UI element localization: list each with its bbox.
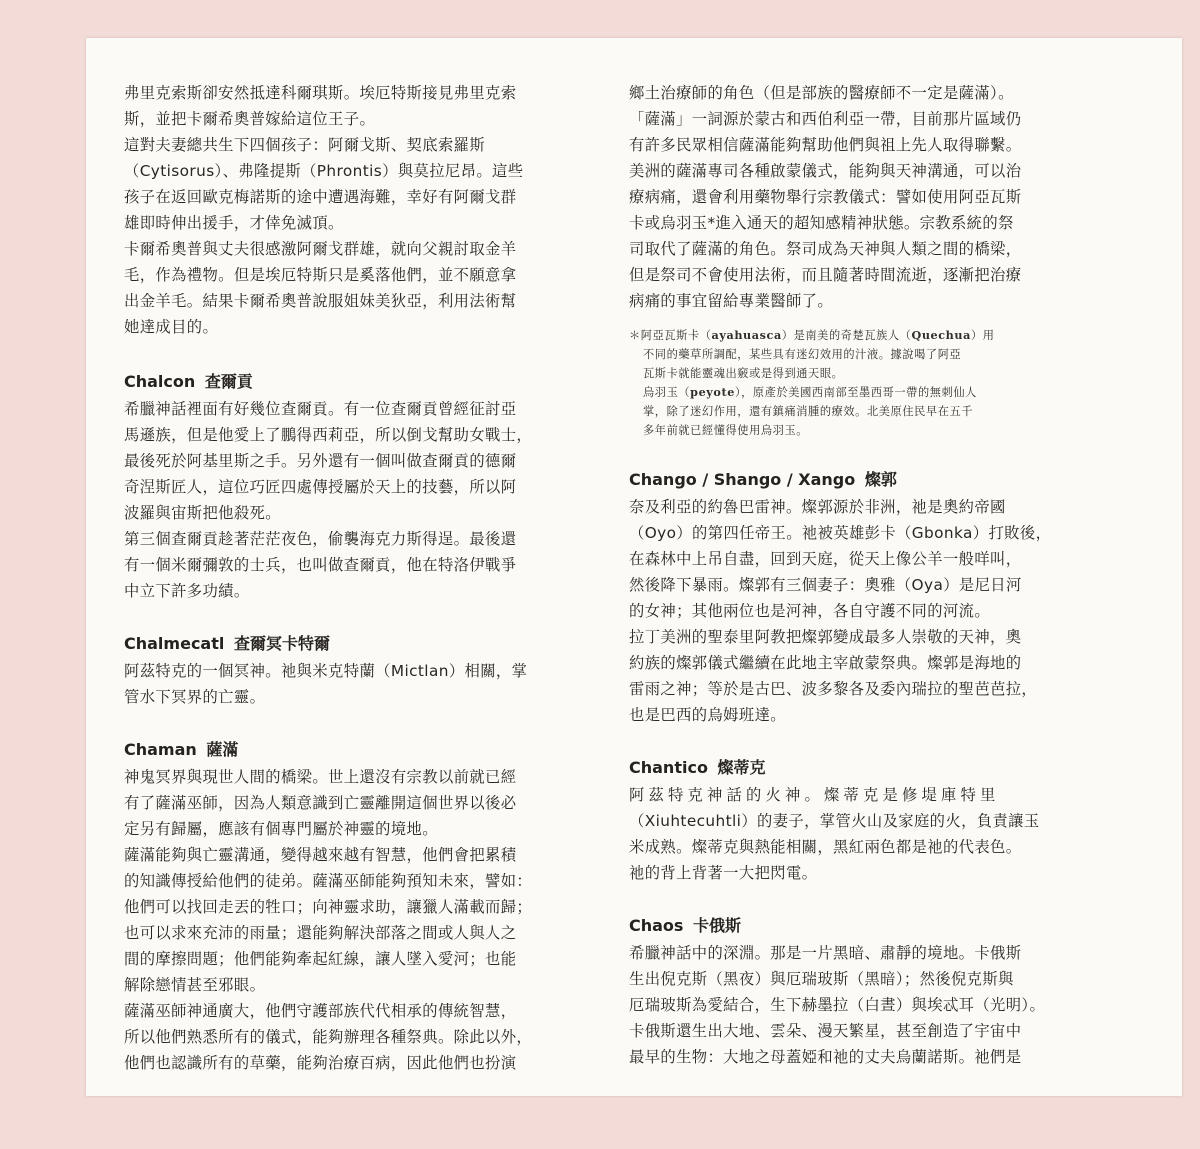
- entry-body-chantico: [629, 782, 1084, 886]
- heading-cjk: 燦郭: [864, 470, 897, 489]
- text-line: 孩子在返回歐克梅諾斯的途中遭遇海難，幸好有阿爾戈群: [124, 188, 517, 206]
- entry-heading-chantico: [629, 756, 1084, 780]
- text-line: 生出倪克斯（黑夜）與厄瑞玻斯（黑暗）；然後倪克斯與: [629, 970, 1014, 988]
- text-line: 中立下許多功績。: [124, 582, 250, 600]
- text-line: 毛，作為禮物。但是埃厄特斯只是奚落他們，並不願意拿: [124, 266, 517, 284]
- text-line: 這對夫妻總共生下四個孩子：阿爾戈斯、契底索羅斯: [124, 136, 486, 154]
- text-line: 最後死於阿基里斯之手。另外還有一個叫做查爾貢的德爾: [124, 452, 517, 470]
- text-line: 雷雨之神；等於是古巴、波多黎各及委內瑞拉的聖芭芭拉，: [629, 680, 1038, 698]
- text-line: （Xiuhtecuhtli）的妻子，掌管火山及家庭的火，負責讓玉: [629, 812, 1040, 830]
- text-line: 然後降下暴雨。燦郭有三個妻子：奧雅（Oya）是尼日河: [629, 576, 1022, 594]
- heading-latin: Chalmecatl: [124, 634, 225, 653]
- entry-heading-chalcon: [124, 370, 579, 394]
- text-line: 波羅與宙斯把他殺死。: [124, 504, 281, 522]
- footnote-line: 不同的藥草所調配，某些具有迷幻效用的汁液。據說喝了阿亞: [643, 348, 962, 361]
- text-line: 希臘神話中的深淵。那是一片黑暗、肅靜的境地。卡俄斯: [629, 944, 1022, 962]
- text-line: 司取代了薩滿的角色。祭司成為天神與人類之間的橋梁，: [629, 240, 1022, 258]
- heading-latin: Chalcon: [124, 372, 196, 391]
- heading-latin: Chaos: [629, 916, 684, 935]
- text-line: 馬遜族，但是他愛上了鵬得西莉亞，所以倒戈幫助女戰士，: [124, 426, 533, 444]
- text-line: 斯，並把卡爾希奧普嫁給這位王子。: [124, 110, 376, 128]
- footnote-line: 烏羽玉（peyote），原產於美國西南部至墨西哥一帶的無刺仙人: [643, 385, 977, 399]
- entry-body-chaos: [629, 940, 1084, 1070]
- footnote: [629, 326, 1084, 440]
- text-line: 解除戀情甚至邪眼。: [124, 976, 266, 994]
- entry-heading-chaos: [629, 914, 1084, 938]
- text-line: 的知識傳授給他們的徒弟。薩滿巫師能夠預知未來，譬如：: [124, 872, 533, 890]
- left-column: [124, 80, 579, 1076]
- entry-body-chalmecatl: [124, 658, 579, 710]
- text-line: 卡俄斯還生出大地、雲朵、漫天繁星，甚至創造了宇宙中: [629, 1022, 1022, 1040]
- right-column: [629, 80, 1084, 1070]
- text-line: 薩滿能夠與亡靈溝通，變得越來越有智慧，他們會把累積: [124, 846, 517, 864]
- text-line: 弗里克索斯卻安然抵達科爾琪斯。埃厄特斯接見弗里克索: [124, 84, 517, 102]
- text-line: 他們可以找回走丟的牲口；向神靈求助，讓獵人滿載而歸；: [124, 898, 533, 916]
- text-line: 病痛的事宜留給專業醫師了。: [629, 292, 834, 310]
- entry-heading-chaman: [124, 738, 579, 762]
- text-line: 有了薩滿巫師，因為人類意識到亡靈離開這個世界以後必: [124, 794, 517, 812]
- text-line: 的女神；其他兩位也是河神，各自守護不同的河流。: [629, 602, 991, 620]
- footnote-line: ＊阿亞瓦斯卡（ayahuasca）是南美的奇楚瓦族人（Quechua）用: [629, 328, 995, 342]
- text-line: 雄即時伸出援手，才倖免滅頂。: [124, 214, 344, 232]
- text-line: 「薩滿」一詞源於蒙古和西伯利亞一帶，目前那片區域仍: [629, 110, 1022, 128]
- text-line: 卡爾希奧普與丈夫很感激阿爾戈群雄，就向父親討取金羊: [124, 240, 517, 258]
- text-line: 第三個查爾貢趁著茫茫夜色，偷襲海克力斯得逞。最後還: [124, 530, 517, 548]
- text-line: 管水下冥界的亡靈。: [124, 688, 266, 706]
- entry-body-chalcon: [124, 396, 579, 604]
- text-line: 間的摩擦問題；他們能夠牽起紅線，讓人墜入愛河；也能: [124, 950, 517, 968]
- text-line: 厄瑞玻斯為愛結合，生下赫墨拉（白晝）與埃忒耳（光明）。: [629, 996, 1046, 1014]
- text-line: 奈及利亞的約魯巴雷神。燦郭源於非洲，祂是奧約帝國: [629, 498, 1006, 516]
- text-line: 拉丁美洲的聖泰里阿教把燦郭變成最多人崇敬的天神，奧: [629, 628, 1022, 646]
- text-line: 也可以求來充沛的雨量；還能夠解決部落之間或人與人之: [124, 924, 517, 942]
- text-line: 阿茲特克的一個冥神。祂與米克特蘭（Mictlan）相關，掌: [124, 662, 528, 680]
- entry-body-chango: [629, 494, 1084, 728]
- heading-latin: Chango / Shango / Xango: [629, 470, 856, 489]
- text-line: 美洲的薩滿專司各種啟蒙儀式，能夠與天神溝通，可以治: [629, 162, 1022, 180]
- footnote-line: 多年前就已經懂得使用烏羽玉。: [643, 424, 809, 437]
- text-line: 有一個米爾彌敦的士兵，也叫做查爾貢，他在特洛伊戰爭: [124, 556, 517, 574]
- text-line: 希臘神話裡面有好幾位查爾貢。有一位查爾貢曾經征討亞: [124, 400, 517, 418]
- footnote-line: 瓦斯卡就能靈魂出竅或是得到通天眼。: [643, 367, 844, 380]
- book-page: [86, 38, 1182, 1096]
- heading-cjk: 燦蒂克: [717, 758, 766, 777]
- intro-paragraph-continued: [629, 80, 1084, 314]
- text-line: 療病痛，還會利用藥物舉行宗教儀式：譬如使用阿亞瓦斯: [629, 188, 1022, 206]
- text-line: （Cytisorus）、弗隆提斯（Phrontis）與莫拉尼昂。這些: [124, 162, 524, 180]
- text-line: 所以他們熟悉所有的儀式，能夠辦理各種祭典。除此以外，: [124, 1028, 533, 1046]
- heading-latin: Chaman: [124, 740, 197, 759]
- text-line: 約族的燦郭儀式繼續在此地主宰啟蒙祭典。燦郭是海地的: [629, 654, 1022, 672]
- text-line: 在森林中上吊自盡，回到天庭，從天上像公羊一般咩叫，: [629, 550, 1022, 568]
- text-line: 阿茲特克神話的火神。燦蒂克是修堤庫特里: [629, 786, 1000, 804]
- text-line: 米成熟。燦蒂克與熱能相關，黑紅兩色都是祂的代表色。: [629, 838, 1022, 856]
- heading-cjk: 卡俄斯: [693, 916, 742, 935]
- text-line: 定另有歸屬，應該有個專門屬於神靈的境地。: [124, 820, 438, 838]
- heading-cjk: 查爾冥卡特爾: [233, 634, 330, 653]
- heading-latin: Chantico: [629, 758, 708, 777]
- heading-cjk: 薩滿: [206, 740, 239, 759]
- text-line: 神鬼冥界與現世人間的橋梁。世上還沒有宗教以前就已經: [124, 768, 517, 786]
- text-line: 出金羊毛。結果卡爾希奧普說服姐妹美狄亞，利用法術幫: [124, 292, 517, 310]
- text-line: （Oyo）的第四任帝王。祂被英雄彭卡（Gbonka）打敗後，: [629, 524, 1052, 542]
- text-line: 祂的背上背著一大把閃電。: [629, 864, 818, 882]
- heading-cjk: 查爾貢: [204, 372, 253, 391]
- footnote-line: 掌，除了迷幻作用，還有鎮痛消腫的療效。北美原住民早在五千: [643, 405, 974, 418]
- text-line: 薩滿巫師神通廣大，他們守護部族代代相承的傳統智慧，: [124, 1002, 517, 1020]
- text-line: 卡或烏羽玉*進入通天的超知感精神狀態。宗教系統的祭: [629, 214, 1014, 232]
- text-line: 有許多民眾相信薩滿能夠幫助他們與祖上先人取得聯繫。: [629, 136, 1022, 154]
- text-line: 鄉土治療師的角色（但是部族的醫療師不一定是薩滿）。: [629, 84, 1014, 102]
- text-line: 奇涅斯匠人，這位巧匠四處傳授屬於天上的技藝，所以阿: [124, 478, 517, 496]
- text-line: 但是祭司不會使用法術，而且隨著時間流逝，逐漸把治療: [629, 266, 1022, 284]
- entry-body-chaman: [124, 764, 579, 1076]
- text-line: 她達成目的。: [124, 318, 219, 336]
- entry-heading-chango: [629, 468, 1084, 492]
- entry-heading-chalmecatl: [124, 632, 579, 656]
- text-line: 也是巴西的烏姆班達。: [629, 706, 786, 724]
- text-line: 最早的生物：大地之母蓋婭和祂的丈夫烏蘭諾斯。祂們是: [629, 1048, 1022, 1066]
- intro-paragraph: [124, 80, 579, 340]
- text-line: 他們也認識所有的草藥，能夠治療百病，因此他們也扮演: [124, 1054, 517, 1072]
